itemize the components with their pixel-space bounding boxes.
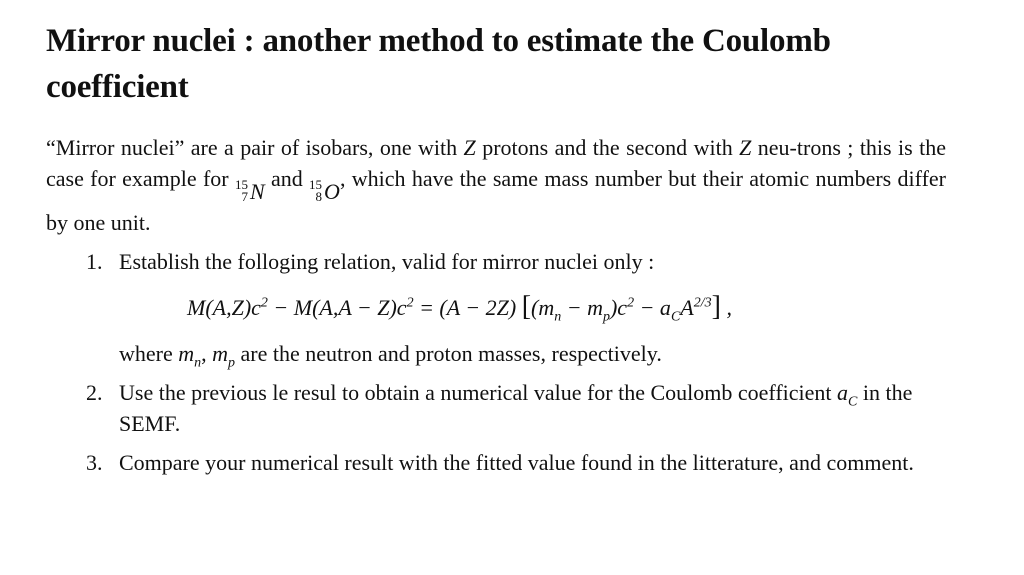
question-3 [46, 447, 946, 478]
nuclide-nitrogen-15 [235, 176, 265, 207]
question-text: Use the previous le resul to obtain a numerical value for the Coulomb coefficient [119, 379, 838, 405]
mirror-nuclei-equation: $M(A,Z)c^2 - M(A,A - Z)c^2 = (A - 2Z) [(m_n - m_p)c^2 - a_CA^{2/3}]$ , [187, 290, 732, 324]
exercise-page [46, 18, 946, 478]
question-2: 2. Use the previous le resul to obtain a numerical value for the Coulomb coefficient $a_C$ in the SEMF. [46, 377, 946, 439]
intro-Z-2: Z [739, 135, 752, 160]
question-1-followup: where $m_n$, $m_p$ are the neutron and proton masses, respectively. [119, 340, 662, 370]
question-text: Establish the folloging relation, valid for mirror nuclei only : [119, 248, 655, 274]
coulomb-coefficient-symbol: a [837, 379, 849, 405]
nuclide-mass-number: 15 [234, 177, 248, 192]
nuclide-oxygen-15 [309, 176, 340, 207]
exercise-title: Mirror nuclei : another method to estimate the Coulomb coefficient [46, 23, 831, 105]
intro-text-1: “Mirror nuclei” are a pair of isobars, one with [46, 135, 464, 160]
question-text: Compare your numerical result with the fitted value found in the litterature, and comment. [119, 449, 914, 475]
question-1 [46, 246, 946, 369]
intro-Z-1: Z [463, 135, 476, 160]
question-list [46, 246, 946, 478]
nuclide-atomic-number: 8 [315, 189, 323, 204]
intro-text-5: , which have the same mass number but their atomic numbers differ by one unit. [46, 166, 947, 235]
question-number: 1. [86, 248, 103, 274]
nuclide-mass-number: 15 [309, 177, 323, 192]
question-number: 2. [86, 379, 103, 405]
intro-paragraph [46, 132, 946, 238]
nuclide-atomic-number: 7 [241, 189, 248, 204]
nuclide-symbol: O [324, 178, 340, 204]
intro-text-2: protons and the second with [475, 135, 740, 160]
intro-text-3: neu-trons ; this is the case for example for [46, 135, 946, 191]
nuclide-symbol: N [249, 178, 265, 204]
question-number: 3. [86, 449, 103, 475]
intro-text-4: and [264, 166, 310, 191]
